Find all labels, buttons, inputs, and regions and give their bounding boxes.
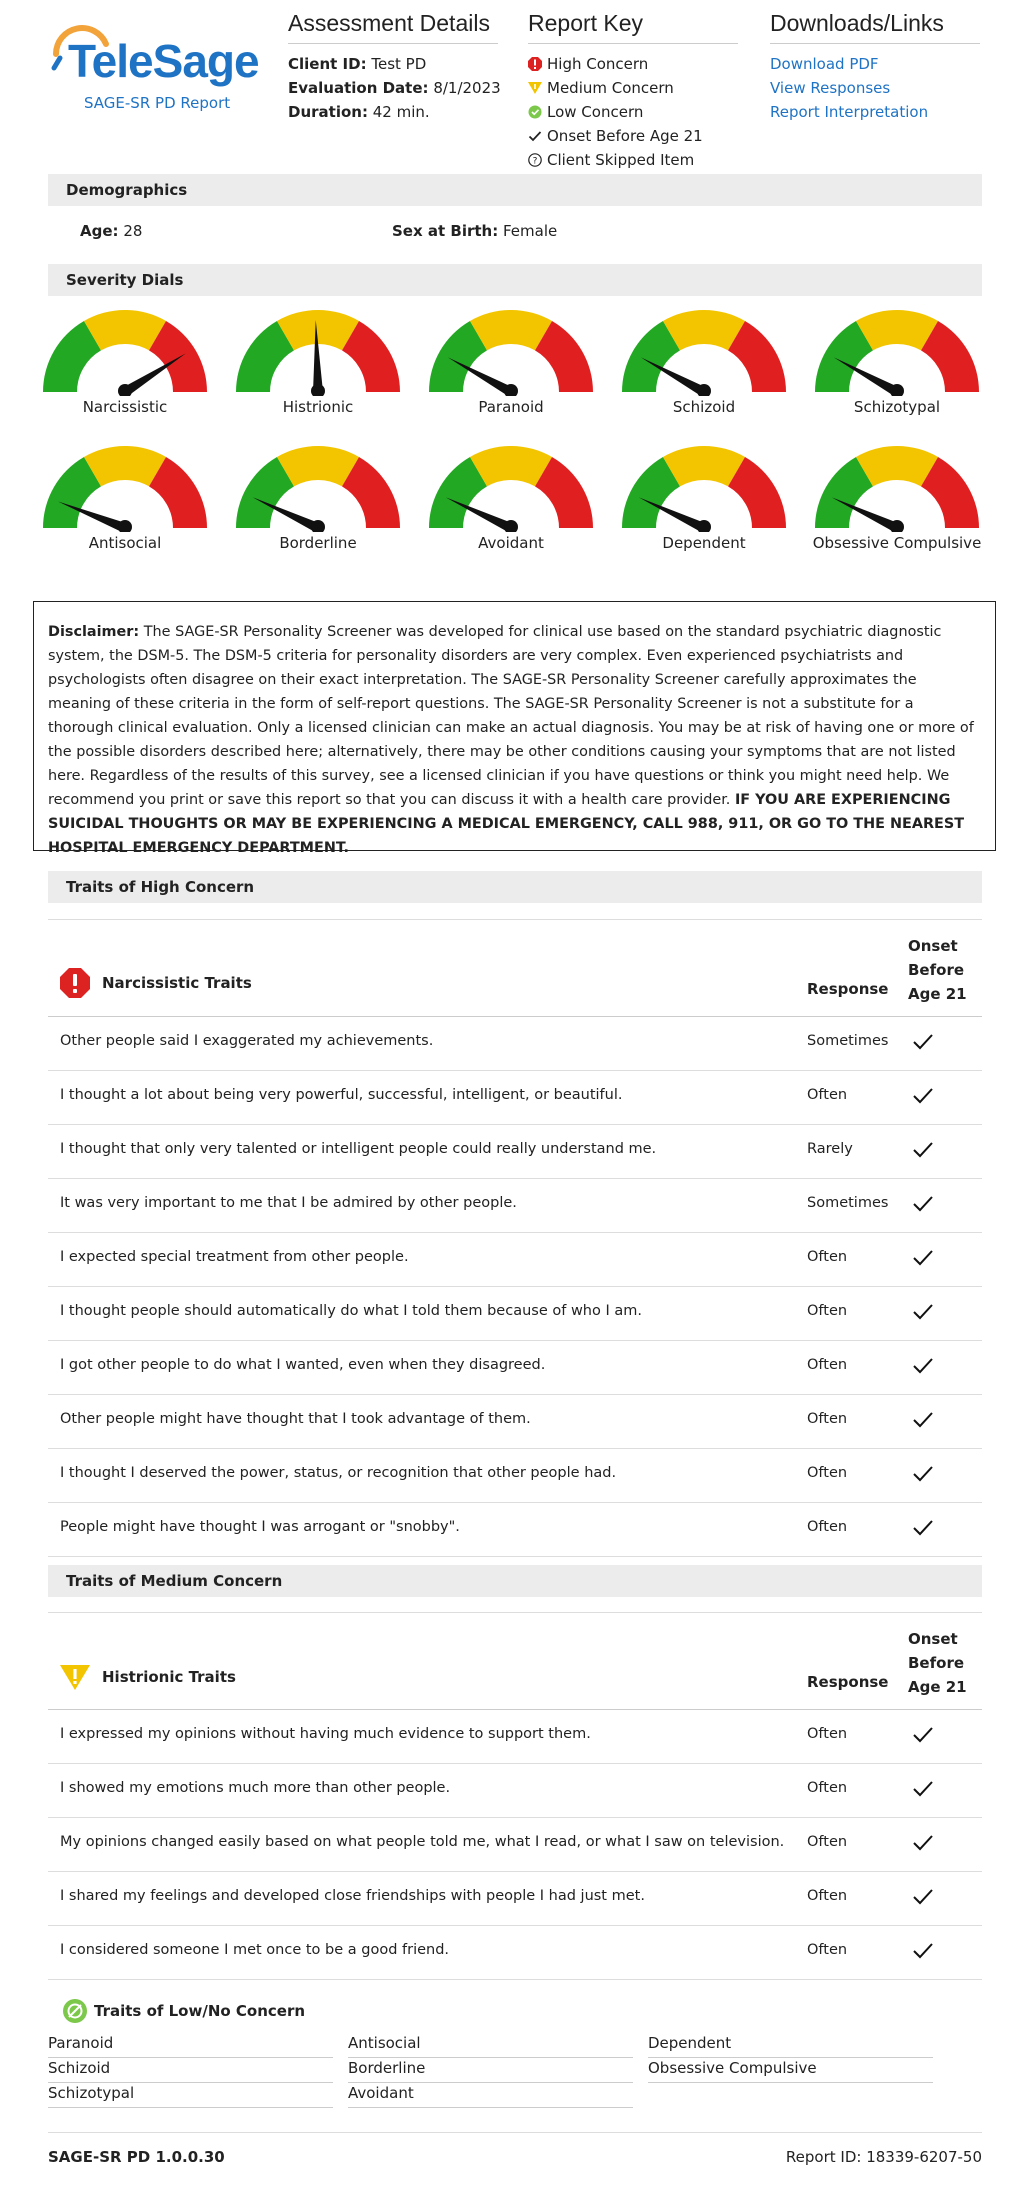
severity-dial [40, 306, 210, 436]
response-value: Often [807, 1087, 848, 1103]
table-header [48, 919, 982, 1017]
dial-gauge-icon [426, 306, 596, 396]
disclaimer-text: The SAGE-SR Personality Screener was developed for clinical use based on the standard psychiatric diagnostic system, the DSM-5. The DSM-5 criteria for personality disorders are very complex. Even experienced psychiatrists and psychologists often disagree on their exact interpretation. The SAGE-SR Personality Screener carefully approximates the meaning of these criteria in the form of self-report questions. The SAGE-SR Personality Screener is not a substitute for a thorough clinical evaluation. Only a licensed clinician can make an actual diagnosis. You may be at risk of having one or more of the possible disorders described here; alternatively, there may be other conditions causing your symptoms that are not listed here. Regardless of the results of this survey, see a licensed clinician if you have questions or think you might need help. We recommend you print or save this report so that you can discuss it with a health care provider. [48, 624, 974, 808]
check-icon [912, 1411, 934, 1429]
onset-header-line: Onset [908, 937, 958, 955]
dial-gauge-icon [233, 306, 403, 396]
table-row [48, 1818, 982, 1872]
key-medium [528, 76, 738, 100]
question-text: I thought that only very talented or intelligent people could really understand me. [60, 1141, 657, 1157]
dial-gauge-icon [619, 306, 789, 396]
medium-concern-header: Traits of Medium Concern [48, 1565, 982, 1597]
question-text: People might have thought I was arrogant or "snobby". [60, 1519, 460, 1535]
response-value: Sometimes [807, 1033, 889, 1049]
report-id: Report ID: 18339-6207-50 [785, 2148, 982, 2166]
severity-dial [619, 442, 789, 572]
response-value: Often [807, 1411, 848, 1427]
svg-text:?: ? [532, 156, 538, 167]
severity-dial [812, 306, 982, 436]
dial-gauge-icon [619, 442, 789, 532]
emergency-warning: IF YOU ARE EXPERIENCING SUICIDAL THOUGHTS OR MAY BE EXPERIENCING A MEDICAL EMERGENCY, CALL 988, 911, OR GO TO THE NEAREST HOSPITAL EMERGENCY DEPARTMENT. [48, 792, 965, 856]
response-value: Often [807, 1834, 848, 1850]
check-icon [912, 1249, 934, 1267]
check-icon [912, 1888, 934, 1906]
question-text: I showed my emotions much more than other people. [60, 1780, 451, 1796]
key-low-label: Low Concern [547, 103, 644, 121]
table-row [48, 1926, 982, 1980]
sex-value: Female [503, 222, 558, 240]
histrionic-traits-table [48, 1612, 982, 1980]
downloads-title: Downloads/Links [770, 10, 980, 44]
response-value: Often [807, 1942, 848, 1958]
question-icon [528, 153, 542, 167]
question-text: Other people said I exaggerated my achievements. [60, 1033, 434, 1049]
question-text: I thought I deserved the power, status, or recognition that other people had. [60, 1465, 617, 1481]
check-icon [912, 1195, 934, 1213]
high-concern-icon [60, 968, 90, 998]
check-icon [912, 1141, 934, 1159]
check-icon [912, 1834, 934, 1852]
eval-date-value: 8/1/2023 [433, 79, 501, 97]
key-onset [528, 124, 738, 148]
check-icon [912, 1357, 934, 1375]
table-rows [48, 1710, 982, 1980]
table-row [48, 1503, 982, 1557]
key-medium-label: Medium Concern [547, 79, 674, 97]
onset-header [908, 1627, 967, 1699]
severity-dial [426, 306, 596, 436]
table-row [48, 1125, 982, 1179]
table-row [48, 1341, 982, 1395]
onset-header-line: Onset [908, 1630, 958, 1648]
sex-field [392, 222, 557, 240]
dial-label: Schizoid [672, 398, 736, 416]
low-concern-item: Dependent [648, 2032, 933, 2058]
check-icon [912, 1726, 934, 1744]
response-value: Often [807, 1465, 848, 1481]
low-concern-title: Traits of Low/No Concern [94, 2002, 306, 2020]
report-subtitle: SAGE-SR PD Report [84, 94, 231, 112]
severity-dials-header: Severity Dials [48, 264, 982, 296]
logo-text: TeleSage [68, 35, 259, 87]
table-row [48, 1710, 982, 1764]
question-text: Other people might have thought that I took advantage of them. [60, 1411, 531, 1427]
question-text: I thought a lot about being very powerful, successful, intelligent, or beautiful. [60, 1087, 623, 1103]
check-icon [528, 129, 542, 143]
table-rows [48, 1017, 982, 1557]
low-concern-item: Paranoid [48, 2032, 333, 2058]
check-icon [912, 1303, 934, 1321]
response-header: Response [807, 1673, 889, 1691]
report-interpretation-link[interactable]: Report Interpretation [770, 103, 929, 121]
table-header [48, 1612, 982, 1710]
dial-gauge-icon [233, 442, 403, 532]
sex-label: Sex at Birth: [392, 222, 499, 240]
age-field [80, 222, 142, 240]
response-value: Sometimes [807, 1195, 889, 1211]
dial-gauge-icon [40, 442, 210, 532]
table-title [60, 1663, 236, 1691]
question-text: I got other people to do what I wanted, even when they disagreed. [60, 1357, 546, 1373]
table-row [48, 1233, 982, 1287]
onset-header-line: Age 21 [908, 1678, 967, 1696]
key-low [528, 100, 738, 124]
low-concern-icon [62, 1998, 88, 2024]
client-id-value: Test PD [371, 55, 427, 73]
disclaimer-label: Disclaimer: [48, 624, 140, 640]
severity-dial [619, 306, 789, 436]
footer-divider [48, 2132, 982, 2133]
question-text: It was very important to me that I be admired by other people. [60, 1195, 517, 1211]
question-text: My opinions changed easily based on what people told me, what I read, or what I saw on television. [60, 1834, 785, 1850]
disclaimer-box [33, 601, 996, 856]
report-footer [48, 2148, 982, 2172]
low-concern-item: Antisocial [348, 2032, 633, 2058]
table-row [48, 1017, 982, 1071]
question-text: I thought people should automatically do what I told them because of who I am. [60, 1303, 642, 1319]
medium-concern-icon [60, 1663, 90, 1691]
dial-label: Obsessive Compulsive [812, 534, 982, 552]
dial-label: Histrionic [282, 398, 354, 416]
question-text: I expressed my opinions without having much evidence to support them. [60, 1726, 591, 1742]
low-concern-header [62, 1998, 305, 2024]
onset-header-line: Before [908, 961, 965, 979]
download-pdf-link[interactable]: Download PDF [770, 55, 879, 73]
table-row [48, 1872, 982, 1926]
check-icon [912, 1033, 934, 1051]
table-title-text: Narcissistic Traits [102, 974, 252, 992]
report-key [528, 10, 738, 172]
dial-gauge-icon [812, 442, 982, 532]
dial-label: Borderline [279, 534, 357, 552]
medium-concern-icon [528, 81, 542, 95]
table-row [48, 1764, 982, 1818]
check-icon [912, 1465, 934, 1483]
version-label: SAGE-SR PD 1.0.0.30 [48, 2148, 225, 2166]
check-icon [912, 1519, 934, 1537]
key-high [528, 52, 738, 76]
duration-value: 42 min. [372, 103, 430, 121]
view-responses-link[interactable]: View Responses [770, 79, 891, 97]
demographics-header: Demographics [48, 174, 982, 206]
table-title-text: Histrionic Traits [102, 1668, 236, 1686]
severity-dial [233, 442, 403, 572]
dial-gauge-icon [426, 442, 596, 532]
check-icon [912, 1780, 934, 1798]
response-value: Often [807, 1888, 848, 1904]
table-row [48, 1071, 982, 1125]
key-onset-label: Onset Before Age 21 [547, 127, 703, 145]
high-concern-icon [528, 57, 542, 71]
onset-header-line: Before [908, 1654, 965, 1672]
dial-label: Schizotypal [853, 398, 941, 416]
severity-dial [426, 442, 596, 572]
key-skipped [528, 148, 738, 172]
low-concern-item: Borderline [348, 2057, 633, 2083]
low-concern-item: Avoidant [348, 2082, 633, 2108]
age-value: 28 [123, 222, 143, 240]
question-text: I shared my feelings and developed close friendships with people I had just met. [60, 1888, 645, 1904]
onset-header-line: Age 21 [908, 985, 967, 1003]
dial-label: Antisocial [88, 534, 162, 552]
high-concern-header: Traits of High Concern [48, 871, 982, 903]
key-skipped-label: Client Skipped Item [547, 151, 695, 169]
severity-dial [233, 306, 403, 436]
assessment-title: Assessment Details [288, 10, 498, 44]
dial-label: Paranoid [478, 398, 544, 416]
dial-label: Avoidant [478, 534, 544, 552]
table-row [48, 1449, 982, 1503]
low-concern-item: Schizotypal [48, 2082, 333, 2108]
check-icon [912, 1087, 934, 1105]
report-key-title: Report Key [528, 10, 738, 44]
table-row [48, 1179, 982, 1233]
question-text: I expected special treatment from other people. [60, 1249, 409, 1265]
low-concern-item: Schizoid [48, 2057, 333, 2083]
response-value: Often [807, 1726, 848, 1742]
dial-label: Narcissistic [82, 398, 168, 416]
response-value: Rarely [807, 1141, 853, 1157]
onset-header [908, 934, 967, 1006]
response-value: Often [807, 1357, 848, 1373]
low-concern-icon [528, 105, 542, 119]
response-header: Response [807, 980, 889, 998]
age-label: Age: [80, 222, 119, 240]
narcissistic-traits-table [48, 919, 982, 1557]
dial-label: Dependent [662, 534, 746, 552]
dial-gauge-icon [812, 306, 982, 396]
duration-label: Duration: [288, 103, 368, 121]
question-text: I considered someone I met once to be a good friend. [60, 1942, 450, 1958]
response-value: Often [807, 1249, 848, 1265]
low-concern-item: Obsessive Compulsive [648, 2057, 933, 2083]
severity-dial [40, 442, 210, 572]
report-header [0, 0, 1024, 170]
client-id-label: Client ID: [288, 55, 367, 73]
eval-date-label: Evaluation Date: [288, 79, 429, 97]
check-icon [912, 1942, 934, 1960]
assessment-details [288, 10, 501, 124]
response-value: Often [807, 1519, 848, 1535]
table-title [60, 968, 252, 998]
table-row [48, 1287, 982, 1341]
downloads-links [770, 10, 980, 124]
response-value: Often [807, 1303, 848, 1319]
key-high-label: High Concern [547, 55, 649, 73]
table-row [48, 1395, 982, 1449]
dial-gauge-icon [40, 306, 210, 396]
severity-dial [812, 442, 982, 572]
response-value: Often [807, 1780, 848, 1796]
